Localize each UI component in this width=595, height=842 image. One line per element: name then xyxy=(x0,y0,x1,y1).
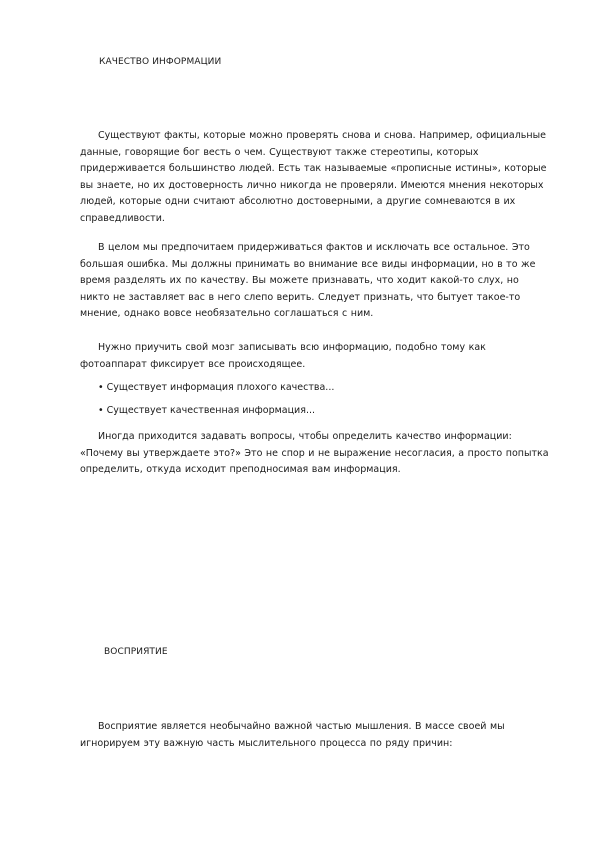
paragraph-questions: Иногда приходится задавать вопросы, чтобы определить качество информации: «Почему вы утверждаете это?» Это не спор и не выражение несогласия, а просто попытка определить, откуда исходит преподносимая вам информация. xyxy=(80,431,549,476)
paragraph-facts: Существуют факты, которые можно проверять снова и снова. Например, официальные данные, говорящие бог весть о чем. Существуют также стереотипы, которых придерживается большинство людей. Есть так называемые «прописные истины», которые вы знаете, но их достоверность лично никогда не проверяли. Имеются мнения некоторых людей, которые одни считают абсолютно достоверными, а другие сомневаются в их справедливости. xyxy=(80,130,547,224)
paragraph-preference: В целом мы предпочитаем придерживаться фактов и исключать все остальное. Это большая ошибка. Мы должны принимать во внимание все виды информации, но в то же время разделять их по качеству. Вы можете признавать, что ходит какой-то слух, но никто не заставляет вас в него слепо верить. Следует признать, что бытует такое-то мнение, однако вовсе необязательно соглашаться с ним. xyxy=(80,242,536,320)
bullet-item-low-quality: • Существует информация плохого качества... xyxy=(98,382,335,393)
paragraph-train-brain: Нужно приучить свой мозг записывать всю информацию, подобно тому как фотоаппарат фиксирует все происходящее. xyxy=(80,342,486,370)
bullet-list xyxy=(98,403,538,420)
section-heading-information-quality: КАЧЕСТВО ИНФОРМАЦИИ xyxy=(99,57,222,67)
paragraph-perception: Восприятие является необычайно важной частью мышления. В массе своей мы игнорируем эту важную часть мыслительного процесса по ряду причин: xyxy=(80,721,505,749)
section-heading-perception: ВОСПРИЯТИЕ xyxy=(104,647,168,657)
bullet-item-high-quality: • Существует качественная информация... xyxy=(98,405,315,416)
bullet-list xyxy=(98,380,538,397)
